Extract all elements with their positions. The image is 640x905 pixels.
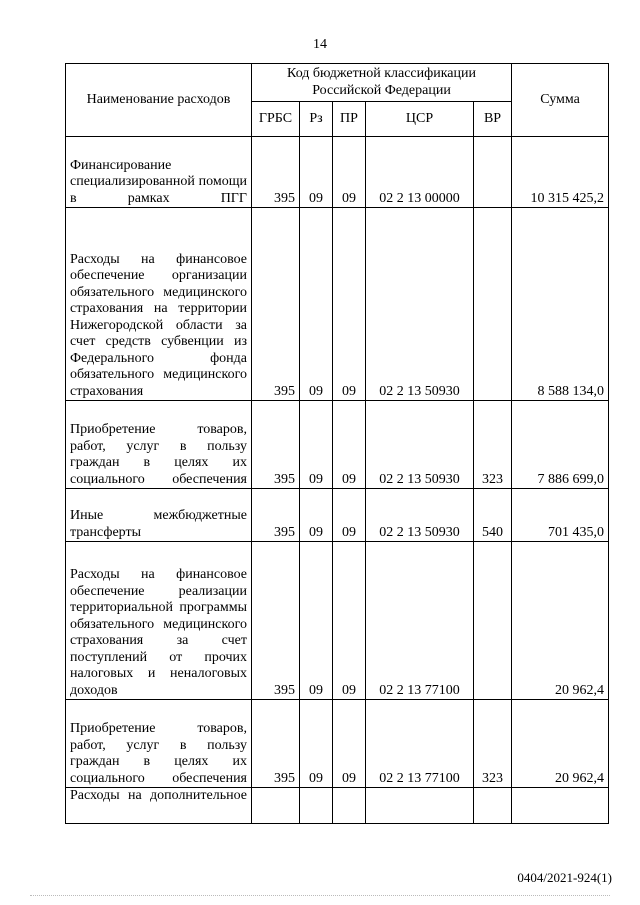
row-sum bbox=[512, 788, 609, 824]
row-pr: 09 bbox=[333, 208, 366, 401]
table-row bbox=[66, 208, 609, 401]
row-grbs: 395 bbox=[252, 137, 300, 208]
table-row bbox=[66, 542, 609, 700]
table-row bbox=[66, 788, 609, 824]
row-pr: 09 bbox=[333, 401, 366, 489]
row-vr bbox=[474, 788, 512, 824]
row-csr: 02 2 13 50930 bbox=[366, 401, 474, 489]
row-rz: 09 bbox=[300, 401, 333, 489]
header-code-group: Код бюджетной классификации Российской Федерации bbox=[252, 64, 512, 102]
header-sum: Сумма bbox=[512, 64, 609, 137]
row-pr bbox=[333, 788, 366, 824]
row-csr: 02 2 13 50930 bbox=[366, 208, 474, 401]
row-grbs: 395 bbox=[252, 542, 300, 700]
row-rz bbox=[300, 788, 333, 824]
row-pr: 09 bbox=[333, 700, 366, 788]
row-vr: 323 bbox=[474, 700, 512, 788]
row-sum: 7 886 699,0 bbox=[512, 401, 609, 489]
row-vr bbox=[474, 137, 512, 208]
row-grbs: 395 bbox=[252, 700, 300, 788]
row-rz: 09 bbox=[300, 542, 333, 700]
row-rz: 09 bbox=[300, 137, 333, 208]
row-rz: 09 bbox=[300, 489, 333, 542]
row-rz: 09 bbox=[300, 208, 333, 401]
row-sum: 701 435,0 bbox=[512, 489, 609, 542]
row-vr bbox=[474, 208, 512, 401]
row-vr: 540 bbox=[474, 489, 512, 542]
row-pr: 09 bbox=[333, 542, 366, 700]
table-row bbox=[66, 700, 609, 788]
row-name: Иные межбюджетные трансферты bbox=[66, 489, 252, 542]
row-grbs: 395 bbox=[252, 489, 300, 542]
header-vr: ВР bbox=[474, 102, 512, 137]
row-sum: 20 962,4 bbox=[512, 542, 609, 700]
row-sum: 20 962,4 bbox=[512, 700, 609, 788]
row-pr: 09 bbox=[333, 137, 366, 208]
row-csr: 02 2 13 00000 bbox=[366, 137, 474, 208]
row-grbs: 395 bbox=[252, 208, 300, 401]
row-vr: 323 bbox=[474, 401, 512, 489]
scan-edge-divider bbox=[30, 895, 610, 896]
row-vr bbox=[474, 542, 512, 700]
row-name: Расходы на финансовое обеспечение организации обязательного медицинского страхования на территории Нижегородской области за счет средств субвенции из Федерального фонда обязательного медицинского страхования bbox=[66, 208, 252, 401]
budget-table bbox=[65, 63, 609, 824]
header-rz: Рз bbox=[300, 102, 333, 137]
row-sum: 10 315 425,2 bbox=[512, 137, 609, 208]
table-row bbox=[66, 489, 609, 542]
row-csr: 02 2 13 77100 bbox=[366, 700, 474, 788]
row-grbs: 395 bbox=[252, 401, 300, 489]
row-csr: 02 2 13 50930 bbox=[366, 489, 474, 542]
document-code: 0404/2021-924(1) bbox=[517, 870, 612, 885]
row-name: Приобретение товаров, работ, услуг в пользу граждан в целях их социального обеспечения bbox=[66, 700, 252, 788]
row-grbs bbox=[252, 788, 300, 824]
row-sum: 8 588 134,0 bbox=[512, 208, 609, 401]
row-csr bbox=[366, 788, 474, 824]
header-grbs: ГРБС bbox=[252, 102, 300, 137]
header-csr: ЦСР bbox=[366, 102, 474, 137]
row-name: Расходы на финансовое обеспечение реализации территориальной программы обязательного медицинского страхования за счет поступлений от прочих налоговых и неналоговых доходов bbox=[66, 542, 252, 700]
header-name: Наименование расходов bbox=[66, 64, 252, 137]
page-number: 14 bbox=[313, 37, 327, 52]
row-rz: 09 bbox=[300, 700, 333, 788]
row-name: Приобретение товаров, работ, услуг в пользу граждан в целях их социального обеспечения bbox=[66, 401, 252, 489]
table-row bbox=[66, 401, 609, 489]
row-csr: 02 2 13 77100 bbox=[366, 542, 474, 700]
table-row bbox=[66, 137, 609, 208]
row-name: Расходы на дополнительное bbox=[66, 788, 252, 824]
header-pr: ПР bbox=[333, 102, 366, 137]
row-pr: 09 bbox=[333, 489, 366, 542]
row-name: Финансирование специализированной помощи в рамках ПГГ bbox=[66, 137, 252, 208]
